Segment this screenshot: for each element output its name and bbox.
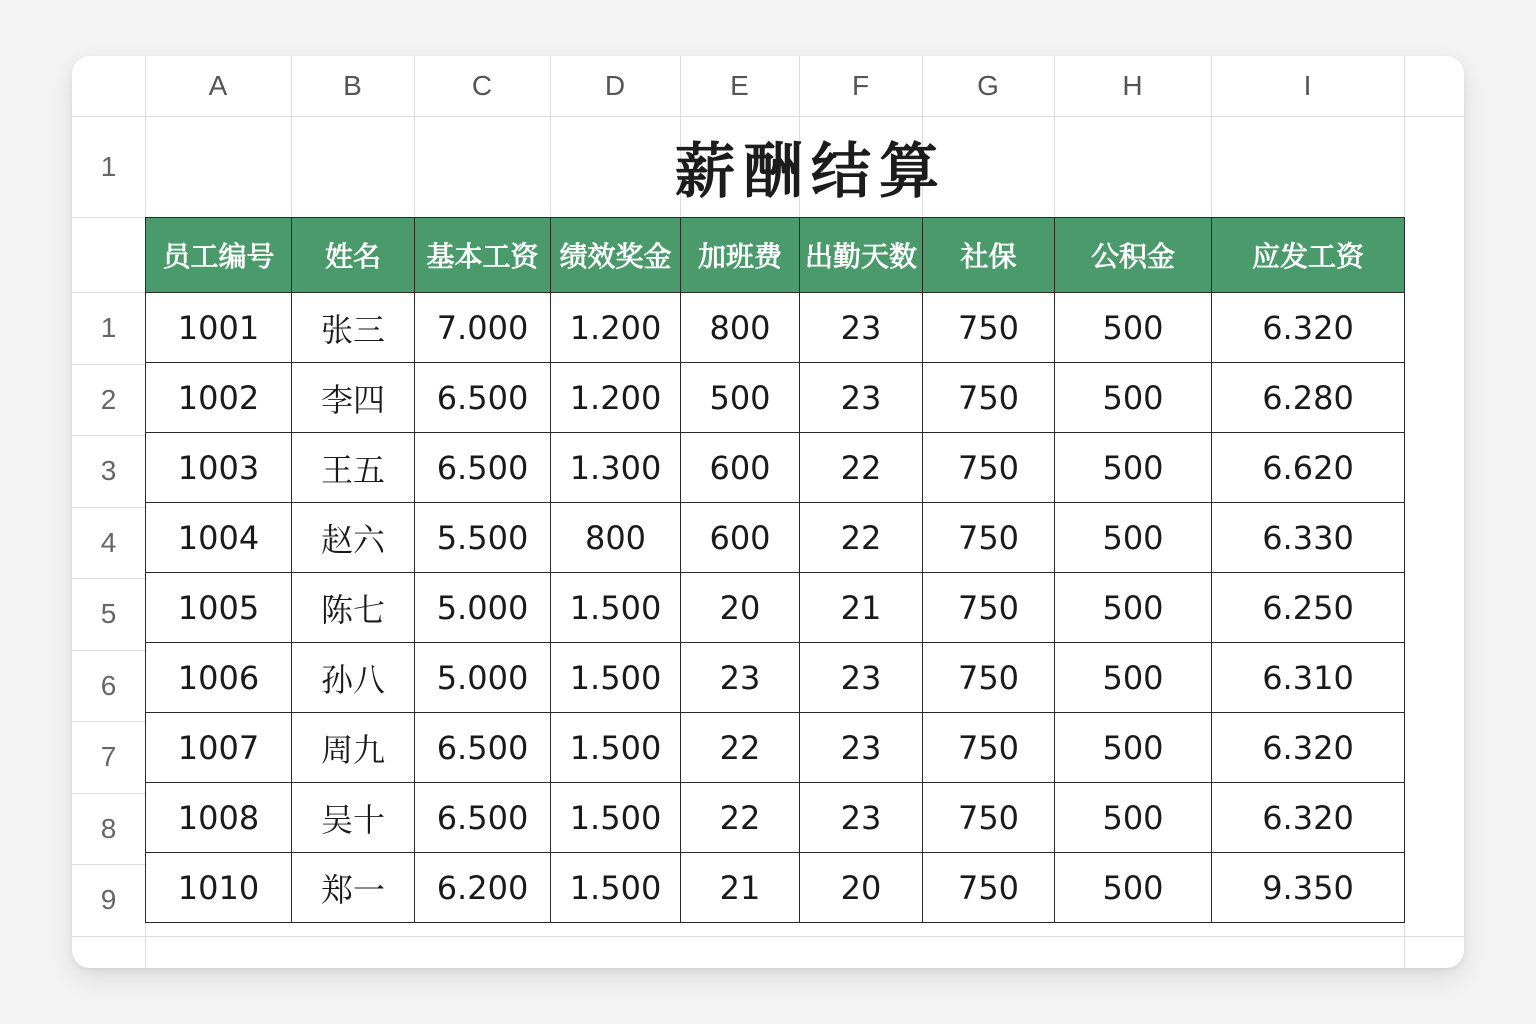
header-cell[interactable]: 基本工资 — [415, 218, 551, 293]
table-cell[interactable]: 李四 — [292, 363, 415, 433]
header-cell[interactable]: 姓名 — [292, 218, 415, 293]
table-cell[interactable]: 郑一 — [292, 853, 415, 923]
table-cell[interactable]: 6.330 — [1212, 503, 1405, 573]
table-cell[interactable]: 23 — [800, 783, 923, 853]
table-cell[interactable]: 6.310 — [1212, 643, 1405, 713]
table-cell[interactable]: 6.500 — [415, 713, 551, 783]
table-cell[interactable]: 1006 — [146, 643, 292, 713]
table-cell[interactable]: 20 — [800, 853, 923, 923]
table-cell[interactable]: 9.350 — [1212, 853, 1405, 923]
column-header-a[interactable]: A — [208, 70, 228, 101]
table-cell[interactable]: 1003 — [146, 433, 292, 503]
row-header[interactable]: 3 — [100, 455, 117, 486]
table-cell[interactable]: 张三 — [292, 293, 415, 363]
table-cell[interactable]: 500 — [1055, 713, 1212, 783]
table-cell[interactable]: 22 — [681, 713, 800, 783]
table-cell[interactable]: 1005 — [146, 573, 292, 643]
table-cell[interactable]: 500 — [1055, 433, 1212, 503]
table-cell[interactable]: 6.320 — [1212, 293, 1405, 363]
table-cell[interactable]: 750 — [923, 853, 1055, 923]
table-cell[interactable]: 5.000 — [415, 643, 551, 713]
table-row — [146, 713, 1405, 783]
table-cell[interactable]: 1.500 — [551, 643, 681, 713]
table-cell[interactable]: 6.200 — [415, 853, 551, 923]
row-header[interactable]: 8 — [100, 812, 117, 844]
table-cell[interactable]: 22 — [800, 433, 923, 503]
table-cell[interactable]: 23 — [800, 643, 923, 713]
table-cell[interactable]: 500 — [681, 363, 800, 433]
table-cell[interactable]: 6.620 — [1212, 433, 1405, 503]
table-cell[interactable]: 1004 — [146, 503, 292, 573]
column-header-c[interactable]: C — [471, 70, 493, 101]
header-cell[interactable]: 绩效奖金 — [551, 218, 681, 293]
row-header[interactable]: 7 — [100, 741, 117, 772]
row-header[interactable]: 4 — [100, 526, 117, 558]
table-cell[interactable]: 750 — [923, 783, 1055, 853]
table-cell[interactable]: 500 — [1055, 293, 1212, 363]
header-cell[interactable]: 社保 — [923, 218, 1055, 293]
row-header[interactable]: 9 — [100, 884, 117, 915]
header-cell[interactable]: 出勤天数 — [800, 218, 923, 293]
table-row — [146, 643, 1405, 713]
column-header-f[interactable]: F — [851, 70, 870, 101]
table-cell[interactable]: 23 — [681, 643, 800, 713]
table-cell[interactable]: 赵六 — [292, 503, 415, 573]
column-header-e[interactable]: E — [730, 70, 749, 101]
table-cell[interactable]: 5.500 — [415, 503, 551, 573]
table-cell[interactable]: 7.000 — [415, 293, 551, 363]
column-header-h[interactable]: H — [1122, 70, 1143, 101]
row-header[interactable]: 2 — [100, 383, 117, 415]
table-cell[interactable]: 1002 — [146, 363, 292, 433]
sheet-title[interactable]: 薪酬结算 — [675, 137, 947, 207]
header-cell[interactable]: 员工编号 — [146, 218, 292, 293]
table-body — [146, 293, 1405, 923]
table-cell[interactable]: 20 — [681, 573, 800, 643]
table-cell[interactable]: 1007 — [146, 713, 292, 783]
table-cell[interactable]: 6.250 — [1212, 573, 1405, 643]
table-row — [146, 783, 1405, 853]
table-cell[interactable]: 500 — [1055, 643, 1212, 713]
table-cell[interactable]: 1.500 — [551, 853, 681, 923]
table-cell[interactable]: 750 — [923, 363, 1055, 433]
header-cell[interactable]: 应发工资 — [1212, 218, 1405, 293]
table-cell[interactable]: 1.300 — [551, 433, 681, 503]
table-row — [146, 363, 1405, 433]
table-cell[interactable]: 750 — [923, 433, 1055, 503]
table-cell[interactable]: 800 — [681, 293, 800, 363]
column-header-i[interactable]: I — [1303, 70, 1312, 101]
row-header[interactable]: 5 — [100, 598, 117, 629]
table-cell[interactable]: 1010 — [146, 853, 292, 923]
table-cell[interactable]: 孙八 — [292, 643, 415, 713]
table-cell[interactable]: 21 — [800, 573, 923, 643]
table-row — [146, 293, 1405, 363]
table-cell[interactable]: 23 — [800, 293, 923, 363]
table-cell[interactable]: 500 — [1055, 783, 1212, 853]
table-cell[interactable]: 6.500 — [415, 363, 551, 433]
table-cell[interactable]: 王五 — [292, 433, 415, 503]
table-cell[interactable]: 800 — [551, 503, 681, 573]
table-cell[interactable]: 500 — [1055, 363, 1212, 433]
table-cell[interactable]: 23 — [800, 363, 923, 433]
table-cell[interactable]: 600 — [681, 433, 800, 503]
spreadsheet — [72, 56, 1464, 968]
table-row — [146, 503, 1405, 573]
header-cell[interactable]: 加班费 — [681, 218, 800, 293]
table-cell[interactable]: 6.320 — [1212, 713, 1405, 783]
salary-table — [145, 217, 1405, 923]
table-cell[interactable]: 750 — [923, 503, 1055, 573]
table-cell[interactable]: 陈七 — [292, 573, 415, 643]
table-cell[interactable]: 1.200 — [551, 363, 681, 433]
table-cell[interactable]: 21 — [681, 853, 800, 923]
table-cell[interactable]: 500 — [1055, 853, 1212, 923]
row-header[interactable]: 6 — [100, 669, 117, 701]
table-cell[interactable]: 1.500 — [551, 783, 681, 853]
table-cell[interactable]: 22 — [800, 503, 923, 573]
table-cell[interactable]: 1.500 — [551, 573, 681, 643]
table-cell[interactable]: 6.320 — [1212, 783, 1405, 853]
table-row — [146, 853, 1405, 923]
table-cell[interactable]: 1.200 — [551, 293, 681, 363]
table-cell[interactable]: 1001 — [146, 293, 292, 363]
table-header-row — [146, 218, 1405, 293]
table-cell[interactable]: 5.000 — [415, 573, 551, 643]
column-header-b[interactable]: B — [343, 70, 362, 101]
row-header[interactable]: 1 — [100, 150, 117, 182]
column-header-g[interactable]: G — [977, 70, 999, 101]
table-cell[interactable]: 750 — [923, 713, 1055, 783]
table-cell[interactable]: 6.500 — [415, 783, 551, 853]
table-cell[interactable]: 500 — [1055, 503, 1212, 573]
table-cell[interactable]: 1.500 — [551, 713, 681, 783]
table-cell[interactable]: 吴十 — [292, 783, 415, 853]
table-cell[interactable]: 23 — [800, 713, 923, 783]
table-cell[interactable]: 500 — [1055, 573, 1212, 643]
table-cell[interactable]: 1008 — [146, 783, 292, 853]
header-cell[interactable]: 公积金 — [1055, 218, 1212, 293]
table-cell[interactable]: 600 — [681, 503, 800, 573]
row-header[interactable] — [72, 217, 145, 292]
table-cell[interactable]: 750 — [923, 573, 1055, 643]
table-row — [146, 573, 1405, 643]
gridline — [72, 936, 1464, 937]
column-header-d[interactable]: D — [604, 70, 626, 101]
table-row — [146, 433, 1405, 503]
table-cell[interactable]: 750 — [923, 643, 1055, 713]
table-cell[interactable]: 22 — [681, 783, 800, 853]
table-cell[interactable]: 750 — [923, 293, 1055, 363]
table-cell[interactable]: 6.500 — [415, 433, 551, 503]
table-cell[interactable]: 周九 — [292, 713, 415, 783]
row-header[interactable]: 1 — [100, 312, 117, 343]
table-cell[interactable]: 6.280 — [1212, 363, 1405, 433]
